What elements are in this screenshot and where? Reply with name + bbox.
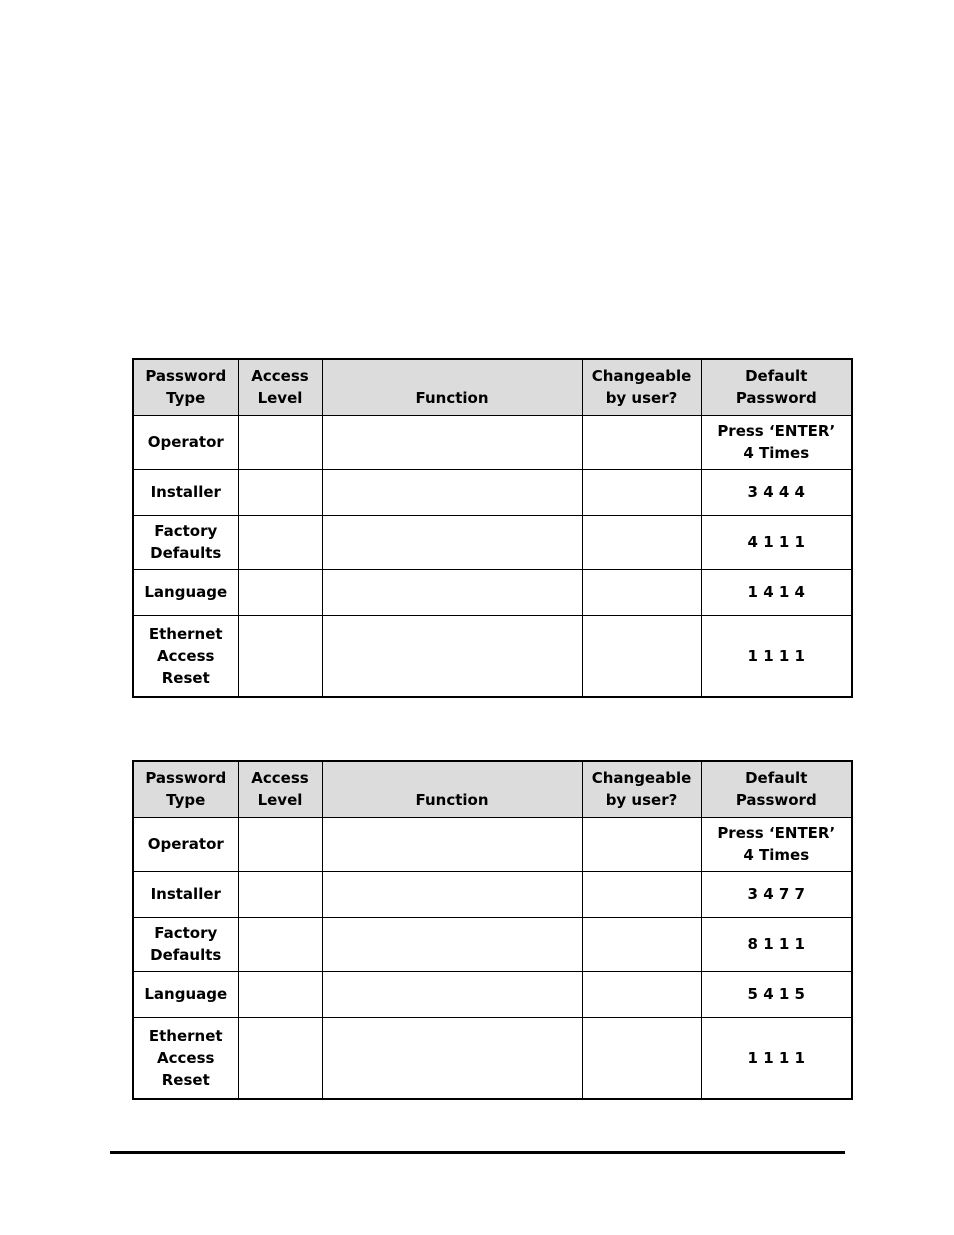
cell-changeable <box>582 1017 701 1099</box>
cell-default-password: Press ‘ENTER’ 4 Times <box>701 817 852 871</box>
cell-access-level <box>238 917 322 971</box>
table-row <box>133 615 852 697</box>
table-header-row <box>133 761 852 817</box>
table-row <box>133 469 852 515</box>
cell-default-password: 3 4 7 7 <box>701 871 852 917</box>
password-table-1 <box>132 358 853 698</box>
header-password-type: Password Type <box>133 359 238 415</box>
cell-function <box>322 615 582 697</box>
cell-password-type: Factory Defaults <box>133 917 238 971</box>
cell-changeable <box>582 971 701 1017</box>
header-password-type: Password Type <box>133 761 238 817</box>
cell-access-level <box>238 1017 322 1099</box>
password-table-2 <box>132 760 853 1100</box>
cell-default-password: 1 4 1 4 <box>701 569 852 615</box>
table-row <box>133 515 852 569</box>
table-row <box>133 1017 852 1099</box>
cell-default-password: Press ‘ENTER’ 4 Times <box>701 415 852 469</box>
header-access-level: Access Level <box>238 761 322 817</box>
cell-access-level <box>238 569 322 615</box>
cell-default-password: 3 4 4 4 <box>701 469 852 515</box>
header-default-password: Default Password <box>701 761 852 817</box>
cell-default-password: 4 1 1 1 <box>701 515 852 569</box>
cell-password-type: Ethernet Access Reset <box>133 615 238 697</box>
cell-password-type: Installer <box>133 871 238 917</box>
header-function: Function <box>322 359 582 415</box>
cell-default-password: 1 1 1 1 <box>701 1017 852 1099</box>
table-row <box>133 415 852 469</box>
table-row <box>133 871 852 917</box>
table-row <box>133 917 852 971</box>
footer-divider <box>110 1151 845 1154</box>
cell-access-level <box>238 817 322 871</box>
cell-access-level <box>238 871 322 917</box>
cell-changeable <box>582 917 701 971</box>
table-row <box>133 569 852 615</box>
cell-function <box>322 971 582 1017</box>
header-changeable: Changeable by user? <box>582 359 701 415</box>
cell-function <box>322 1017 582 1099</box>
cell-changeable <box>582 871 701 917</box>
cell-password-type: Installer <box>133 469 238 515</box>
cell-password-type: Operator <box>133 817 238 871</box>
header-access-level: Access Level <box>238 359 322 415</box>
cell-password-type: Language <box>133 971 238 1017</box>
cell-access-level <box>238 469 322 515</box>
cell-access-level <box>238 615 322 697</box>
cell-changeable <box>582 515 701 569</box>
header-function: Function <box>322 761 582 817</box>
header-changeable: Changeable by user? <box>582 761 701 817</box>
cell-function <box>322 515 582 569</box>
cell-function <box>322 415 582 469</box>
cell-changeable <box>582 469 701 515</box>
cell-default-password: 5 4 1 5 <box>701 971 852 1017</box>
cell-default-password: 8 1 1 1 <box>701 917 852 971</box>
cell-changeable <box>582 615 701 697</box>
cell-default-password: 1 1 1 1 <box>701 615 852 697</box>
cell-password-type: Ethernet Access Reset <box>133 1017 238 1099</box>
cell-password-type: Factory Defaults <box>133 515 238 569</box>
table-row <box>133 971 852 1017</box>
cell-access-level <box>238 971 322 1017</box>
cell-password-type: Language <box>133 569 238 615</box>
cell-changeable <box>582 415 701 469</box>
cell-function <box>322 569 582 615</box>
cell-function <box>322 871 582 917</box>
cell-function <box>322 469 582 515</box>
cell-function <box>322 817 582 871</box>
cell-changeable <box>582 569 701 615</box>
cell-access-level <box>238 515 322 569</box>
cell-access-level <box>238 415 322 469</box>
cell-password-type: Operator <box>133 415 238 469</box>
cell-changeable <box>582 817 701 871</box>
header-default-password: Default Password <box>701 359 852 415</box>
table-row <box>133 817 852 871</box>
cell-function <box>322 917 582 971</box>
table-header-row <box>133 359 852 415</box>
